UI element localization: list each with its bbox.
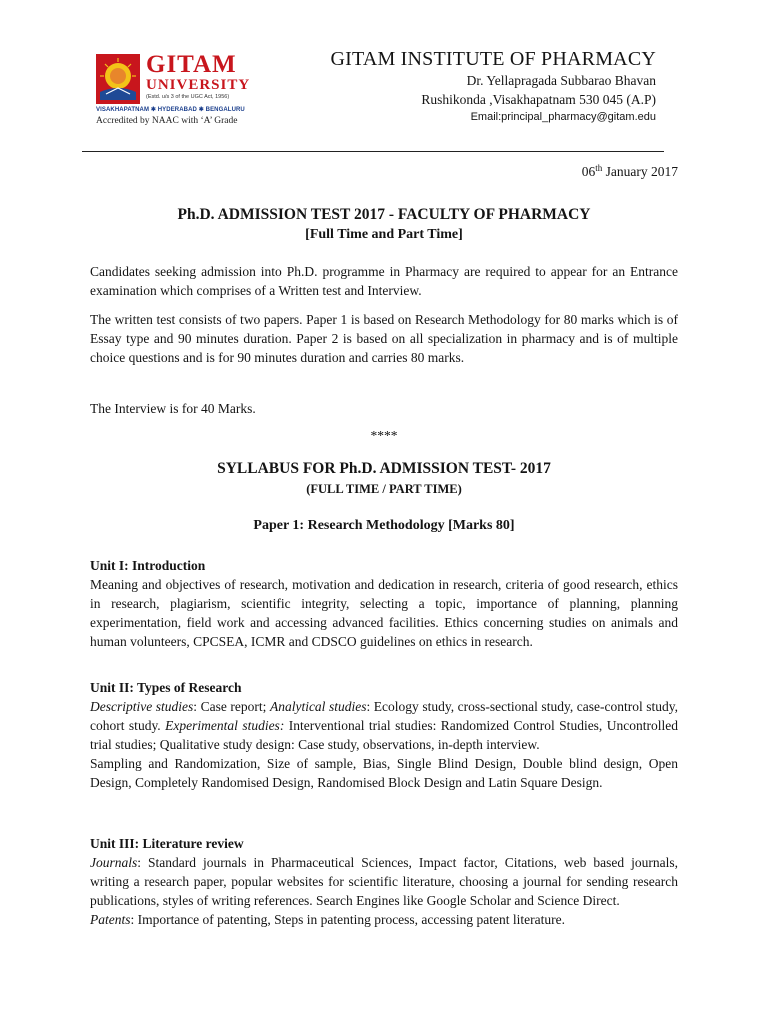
notice-subtitle: [Full Time and Part Time]: [305, 227, 463, 242]
paper-title: Paper 1: Research Methodology [Marks 80]: [253, 518, 515, 533]
syllabus-subtitle: (FULL TIME / PART TIME): [306, 482, 462, 496]
logo-tagline: (Estd. u/s 3 of the UGC Act, 1956): [146, 94, 230, 100]
university-seal-icon: [96, 54, 140, 104]
logo-name: GITAM: [146, 51, 237, 78]
paragraph-text: The written test consists of two papers. Paper 1 is based on Research Methodology for 80 marks which is of Essay type and 90 minutes duration. Paper 2 is based on all specialization in pharmacy and is of multiple choice questions and is for 90 minutes duration and carries 80 marks.: [90, 312, 678, 365]
patents-text: : Importance of patenting, Steps in patenting process, accessing patent literature.: [130, 912, 565, 927]
experimental-label: Experimental studies:: [165, 718, 285, 733]
institute-header: [331, 47, 656, 125]
unit-1: [90, 556, 678, 651]
unit-1-title: Unit I: Introduction: [90, 558, 206, 573]
unit-1-text: Meaning and objectives of research, motivation and dedication in research, criteria of good research, ethics in research, plagiarism, scientific integrity, selecting a topic, importance of planning, planning experimentation, field work and accessing advanced facilities. Ethics concerning studies on animals and human volunteers, CPCSEA, ICMR and CDSCO guidelines on ethics in research.: [90, 577, 678, 649]
unit-3-journals: [90, 853, 678, 910]
gitam-logo: [96, 52, 252, 134]
notice-paragraph-3: [90, 399, 678, 418]
notice-title: Ph.D. ADMISSION TEST 2017 - FACULTY OF PHARMACY: [177, 206, 591, 223]
descriptive-label: Descriptive studies: [90, 699, 194, 714]
section-separator: ****: [370, 428, 398, 443]
syllabus-title: SYLLABUS FOR Ph.D. ADMISSION TEST- 2017: [217, 460, 551, 477]
notice-paragraph-1: [90, 262, 678, 300]
address-line-2: Rushikonda ,Visakhapatnam 530 045 (A.P): [421, 92, 656, 107]
journals-text: : Standard journals in Pharmaceutical Sciences, Impact factor, Citations, web based journals, writing a research paper, popular websites for scientific literature, choosing a journal for sending research publications, styles of writing references. Search Engines like Google Scholar and Science Direct.: [90, 855, 678, 908]
header-divider: [82, 151, 664, 152]
unit-2-text: [90, 697, 678, 754]
institute-email: Email:principal_pharmacy@gitam.edu: [470, 111, 656, 123]
unit-3: [90, 834, 678, 929]
unit-2-title: Unit II: Types of Research: [90, 680, 242, 695]
date-day: 06: [581, 164, 596, 179]
address-line-1: Dr. Yellapragada Subbarao Bhavan: [466, 73, 656, 88]
descriptive-text: : Case report;: [193, 699, 270, 714]
paragraph-text: Candidates seeking admission into Ph.D. programme in Pharmacy are required to appear for an Entrance examination which comprises of a Written test and Interview.: [90, 264, 678, 298]
unit-2: [90, 678, 678, 792]
paragraph-text: The Interview is for 40 Marks.: [90, 401, 256, 416]
analytical-label: Analytical studies: [269, 699, 367, 714]
logo-cities: VISAKHAPATNAM ✱ HYDERABAD ✱ BENGALURU: [96, 107, 245, 113]
institute-title: GITAM INSTITUTE OF PHARMACY: [330, 48, 656, 70]
experimental-text: Interventional trial studies: Randomized Control Studies, Uncontrolled trial studies; Qualitative study design: Case study, observations, in-depth interview.: [90, 718, 678, 752]
journals-label: Journals: [90, 855, 138, 870]
analytical-text: : Ecology study, cross-sectional study, case-control study, cohort study.: [90, 699, 679, 733]
date-rest: January 2017: [602, 164, 678, 179]
unit-3-title: Unit III: Literature review: [90, 836, 244, 851]
patents-label: Patents: [90, 912, 131, 927]
logo-accreditation: Accredited by NAAC with ‘A’ Grade: [96, 116, 238, 126]
notice-paragraph-2: [90, 310, 678, 367]
logo-subname: UNIVERSITY: [146, 77, 251, 93]
document-date: [582, 164, 678, 180]
unit-2-sampling-text: Sampling and Randomization, Size of sample, Bias, Single Blind Design, Double blind design, Open Design, Completely Randomised Design, Randomised Block Design and Latin Square Design.: [90, 756, 678, 790]
unit-3-patents: [90, 910, 678, 929]
date-suffix: th: [595, 163, 603, 173]
